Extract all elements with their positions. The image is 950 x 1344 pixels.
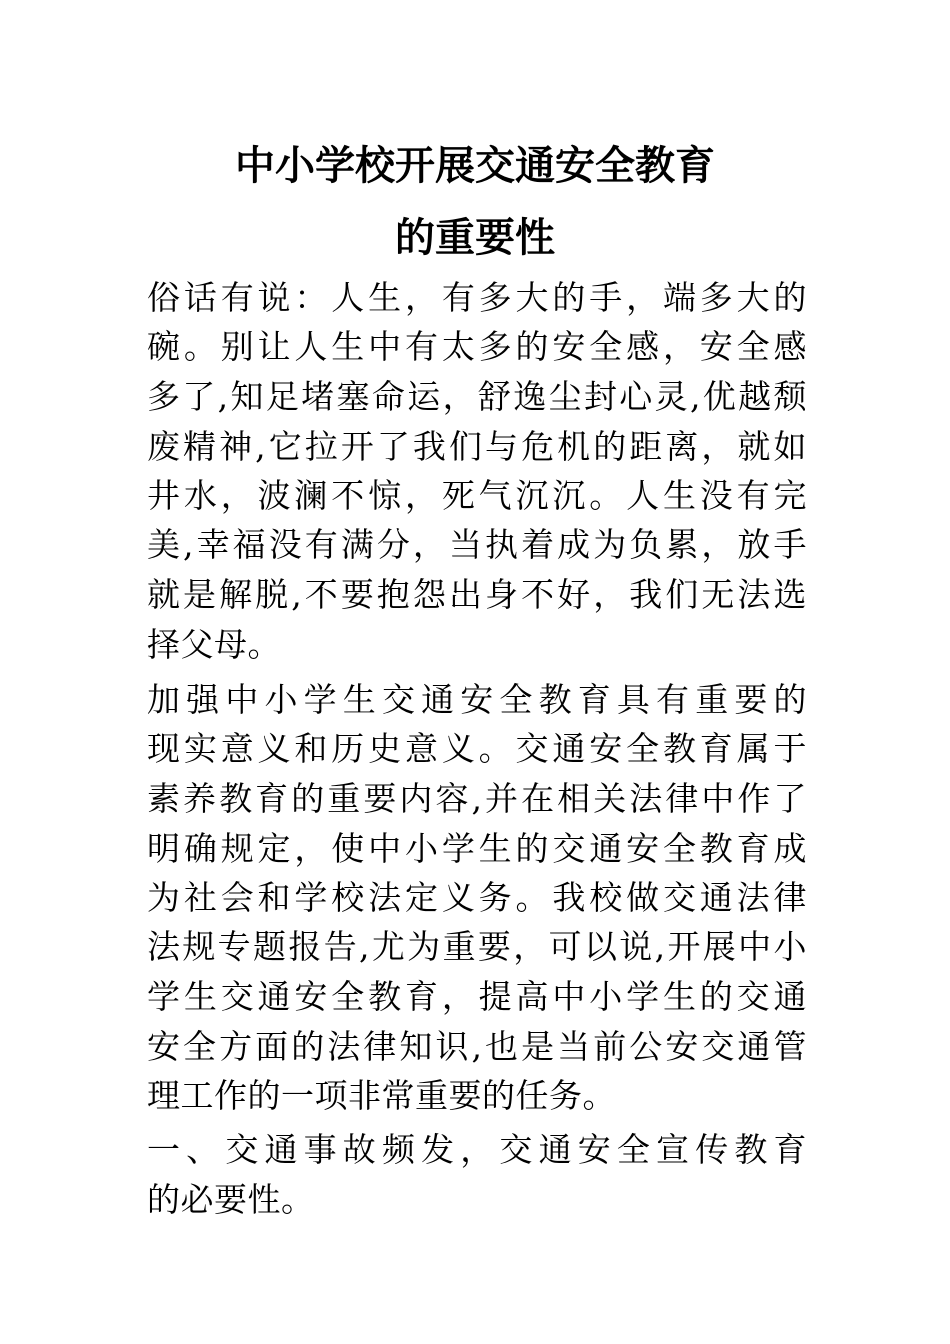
body-line: 美,幸福没有满分，当执着成为负累，放手 — [147, 525, 807, 564]
body-line: 碗。别让人生中有太多的安全感，安全感 — [147, 327, 807, 366]
body-line: 择父母。 — [147, 625, 281, 664]
body-line: 安全方面的法律知识,也是当前公安交通管 — [147, 1027, 807, 1066]
page-title-line-1: 中小学校开展交通安全教育 — [235, 143, 715, 189]
body-line: 为社会和学校法定义务。我校做交通法律 — [147, 878, 807, 917]
body-line: 学生交通安全教育，提高中小学生的交通 — [147, 977, 807, 1016]
body-line: 俗话有说：人生，有多大的手，端多大的 — [147, 278, 807, 317]
body-line: 素养教育的重要内容,并在相关法律中作了 — [147, 779, 807, 818]
body-line: 废精神,它拉开了我们与危机的距离，就如 — [147, 427, 807, 466]
body-line: 理工作的一项非常重要的任务。 — [147, 1076, 616, 1115]
body-line: 就是解脱,不要抱怨出身不好，我们无法选 — [147, 575, 807, 614]
body-line: 的必要性。 — [147, 1180, 315, 1219]
body-line: 法规专题报告,尤为重要，可以说,开展中小 — [147, 927, 807, 966]
page-title-line-2: 的重要性 — [395, 215, 555, 261]
body-line: 明确规定，使中小学生的交通安全教育成 — [147, 829, 807, 868]
body-line: 现实意义和历史意义。交通安全教育属于 — [147, 729, 807, 768]
body-line: 井水，波澜不惊，死气沉沉。人生没有完 — [147, 476, 807, 515]
body-line: 多了,知足堵塞命运，舒逸尘封心灵,优越颓 — [147, 377, 807, 416]
body-line: 加强中小学生交通安全教育具有重要的 — [147, 680, 807, 719]
body-line: 一、交通事故频发，交通安全宣传教育 — [147, 1130, 807, 1169]
